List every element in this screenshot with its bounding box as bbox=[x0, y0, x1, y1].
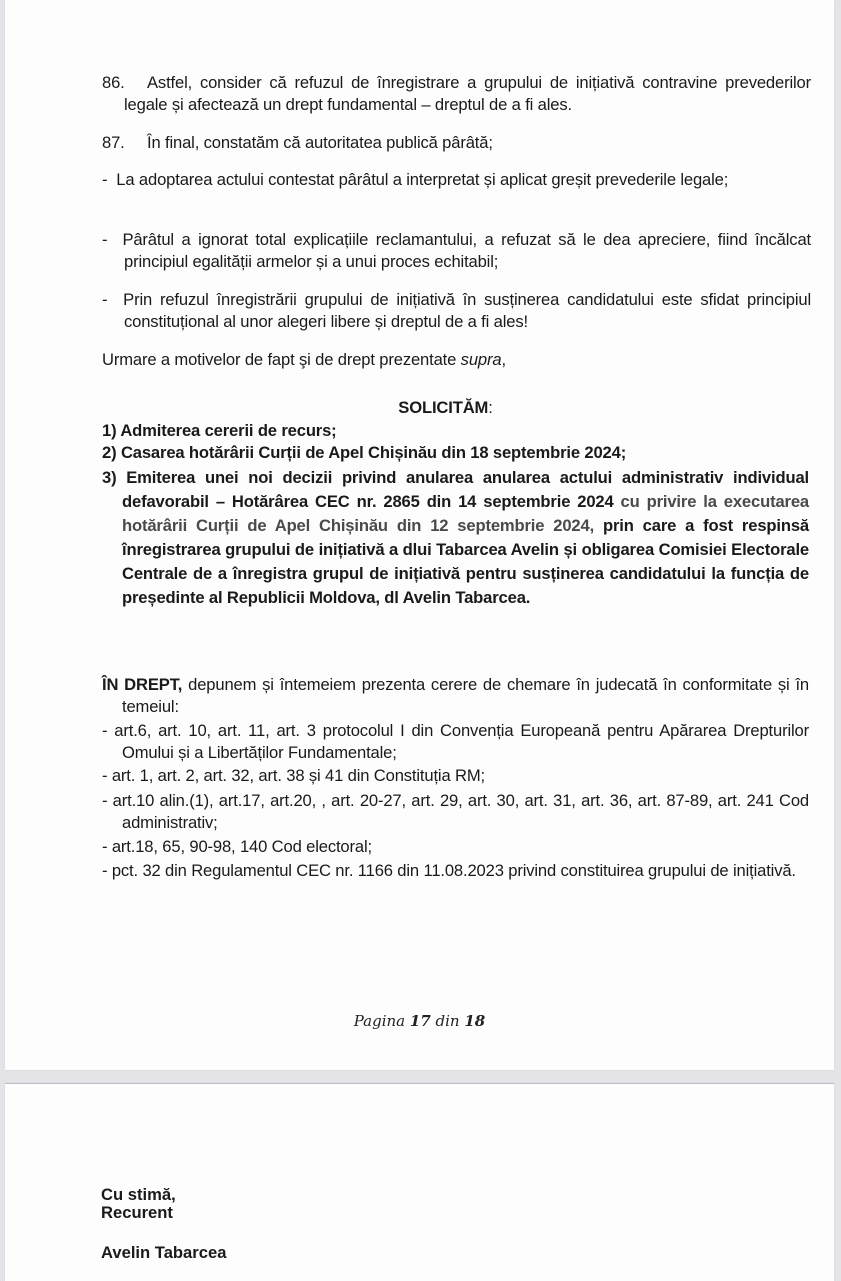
punctuation: , bbox=[501, 350, 506, 369]
bullet-item: - La adoptarea actului contestat pârâtul a interpretat și aplicat greșit prevederile legale; bbox=[102, 170, 729, 189]
legal-basis-item bbox=[102, 720, 809, 764]
paragraph-number: 87. bbox=[102, 133, 125, 152]
urmare-text: Urmare a motivelor de fapt şi de drept prezentate bbox=[102, 350, 461, 369]
bullet-item: - Pârâtul a ignorat total explicațiile reclamantului, a refuzat să le dea apreciere, fiind încălcat principiul egalității armelor și a unui proces echitabil; bbox=[102, 230, 811, 271]
legal-basis-item bbox=[102, 765, 809, 787]
heading-text: SOLICITĂM bbox=[398, 398, 489, 417]
footer-prefix: Pagina bbox=[353, 1012, 410, 1030]
in-drept-lead: ÎN DREPT, bbox=[102, 675, 183, 694]
bullet-text: La adoptarea actului contestat pârâtul a interpretat și aplicat greșit prevederile legale; bbox=[116, 170, 729, 189]
current-page-number: 17 bbox=[409, 1012, 431, 1030]
in-drept-text: depunem și întemeiem prezenta cerere de chemare în judecată în conformitate și în temeiul: bbox=[122, 675, 809, 716]
paragraph-87 bbox=[102, 132, 811, 154]
paragraph-text: Astfel, consider că refuzul de înregistrare a grupului de inițiativă contravine prevederilor legale și afectează un drept fundamental – dreptul de a fi ales. bbox=[124, 73, 811, 114]
signer-name: Avelin Tabarcea bbox=[101, 1243, 227, 1262]
item-number: 1) bbox=[102, 421, 117, 440]
item-text: Casarea hotărârii Curții de Apel Chișinău din 18 septembrie 2024; bbox=[120, 443, 627, 462]
total-pages: 18 bbox=[464, 1012, 486, 1030]
solicitam-heading bbox=[102, 397, 789, 419]
item-number: 3) bbox=[102, 468, 117, 487]
item-number: 2) bbox=[102, 443, 117, 462]
bullet-item: - Prin refuzul înregistrării grupului de inițiativă în susținerea candidatului este sfidat principiul constituțional al unor alegeri libere și dreptul de a fi ales! bbox=[102, 290, 811, 331]
in-drept-paragraph bbox=[102, 674, 809, 718]
paragraph-number: 86. bbox=[102, 73, 125, 92]
page-footer bbox=[5, 1012, 834, 1030]
bullet-text: Pârâtul a ignorat total explicațiile reclamantului, a refuzat să le dea apreciere, fiind încălcat principiul egalității armelor și a unui proces echitabil; bbox=[122, 230, 811, 271]
item-text-grey: cu privire la executarea hotărârii Curții de Apel Chișinău din 12 septembrie 2024, bbox=[122, 492, 809, 535]
document-page-17 bbox=[5, 0, 834, 1070]
italic-supra: supra bbox=[460, 350, 502, 369]
bullet-text: Prin refuzul înregistrării grupului de inițiativă în susținerea candidatului este sfidat principiul constituțional al unor alegeri libere și dreptul de a fi ales! bbox=[123, 290, 811, 331]
request-item-1 bbox=[102, 420, 382, 442]
paragraph-86 bbox=[102, 72, 811, 116]
signer-role: Recurent bbox=[101, 1203, 173, 1222]
document-page-18 bbox=[5, 1083, 834, 1281]
urmare-paragraph bbox=[102, 349, 789, 371]
legal-basis-text: - art. 1, art. 2, art. 32, art. 38 și 41 din Constituția RM; bbox=[102, 766, 485, 785]
legal-basis-item bbox=[102, 836, 809, 858]
paragraph-text: În final, constatăm că autoritatea publică pârâtă; bbox=[147, 133, 493, 152]
footer-mid: din bbox=[430, 1012, 465, 1030]
closing-salutation: Cu stimă, bbox=[101, 1185, 176, 1204]
legal-basis-item bbox=[102, 790, 809, 834]
item-text: Emiterea unei noi decizii privind anularea anularea actului administrativ individual defavorabil – Hotărârea CEC nr. 2865 din 14 septembrie 2024 bbox=[122, 468, 809, 511]
legal-basis-text: - art.6, art. 10, art. 11, art. 3 protocolul I din Convenția Europeană pentru Apărarea Drepturilor Omului și a Libertăților Fundamentale; bbox=[102, 721, 809, 762]
legal-basis-text: - art.10 alin.(1), art.17, art.20, , art. 20-27, art. 29, art. 30, art. 31, art. 36, art. 87-89, art. 241 Cod administrativ; bbox=[102, 791, 809, 832]
legal-basis-text: - pct. 32 din Regulamentul CEC nr. 1166 din 11.08.2023 privind constituirea grupului de inițiativă. bbox=[102, 861, 796, 880]
request-item-2 bbox=[102, 442, 809, 464]
request-item-3 bbox=[102, 466, 809, 610]
legal-basis-item bbox=[102, 860, 809, 882]
item-text: prin care a fost respinsă înregistrarea grupului de inițiativă a dlui Tabarcea Avelin și obligarea Comisiei Electorale Centrale de a înregistra grupul de inițiativă pentru susținerea candidatului la funcția de președinte al Republicii Moldova, dl Avelin Tabarcea. bbox=[122, 516, 809, 607]
legal-basis-text: - art.18, 65, 90-98, 140 Cod electoral; bbox=[102, 837, 372, 856]
item-text: Admiterea cererii de recurs; bbox=[120, 421, 337, 440]
heading-colon: : bbox=[488, 398, 493, 417]
